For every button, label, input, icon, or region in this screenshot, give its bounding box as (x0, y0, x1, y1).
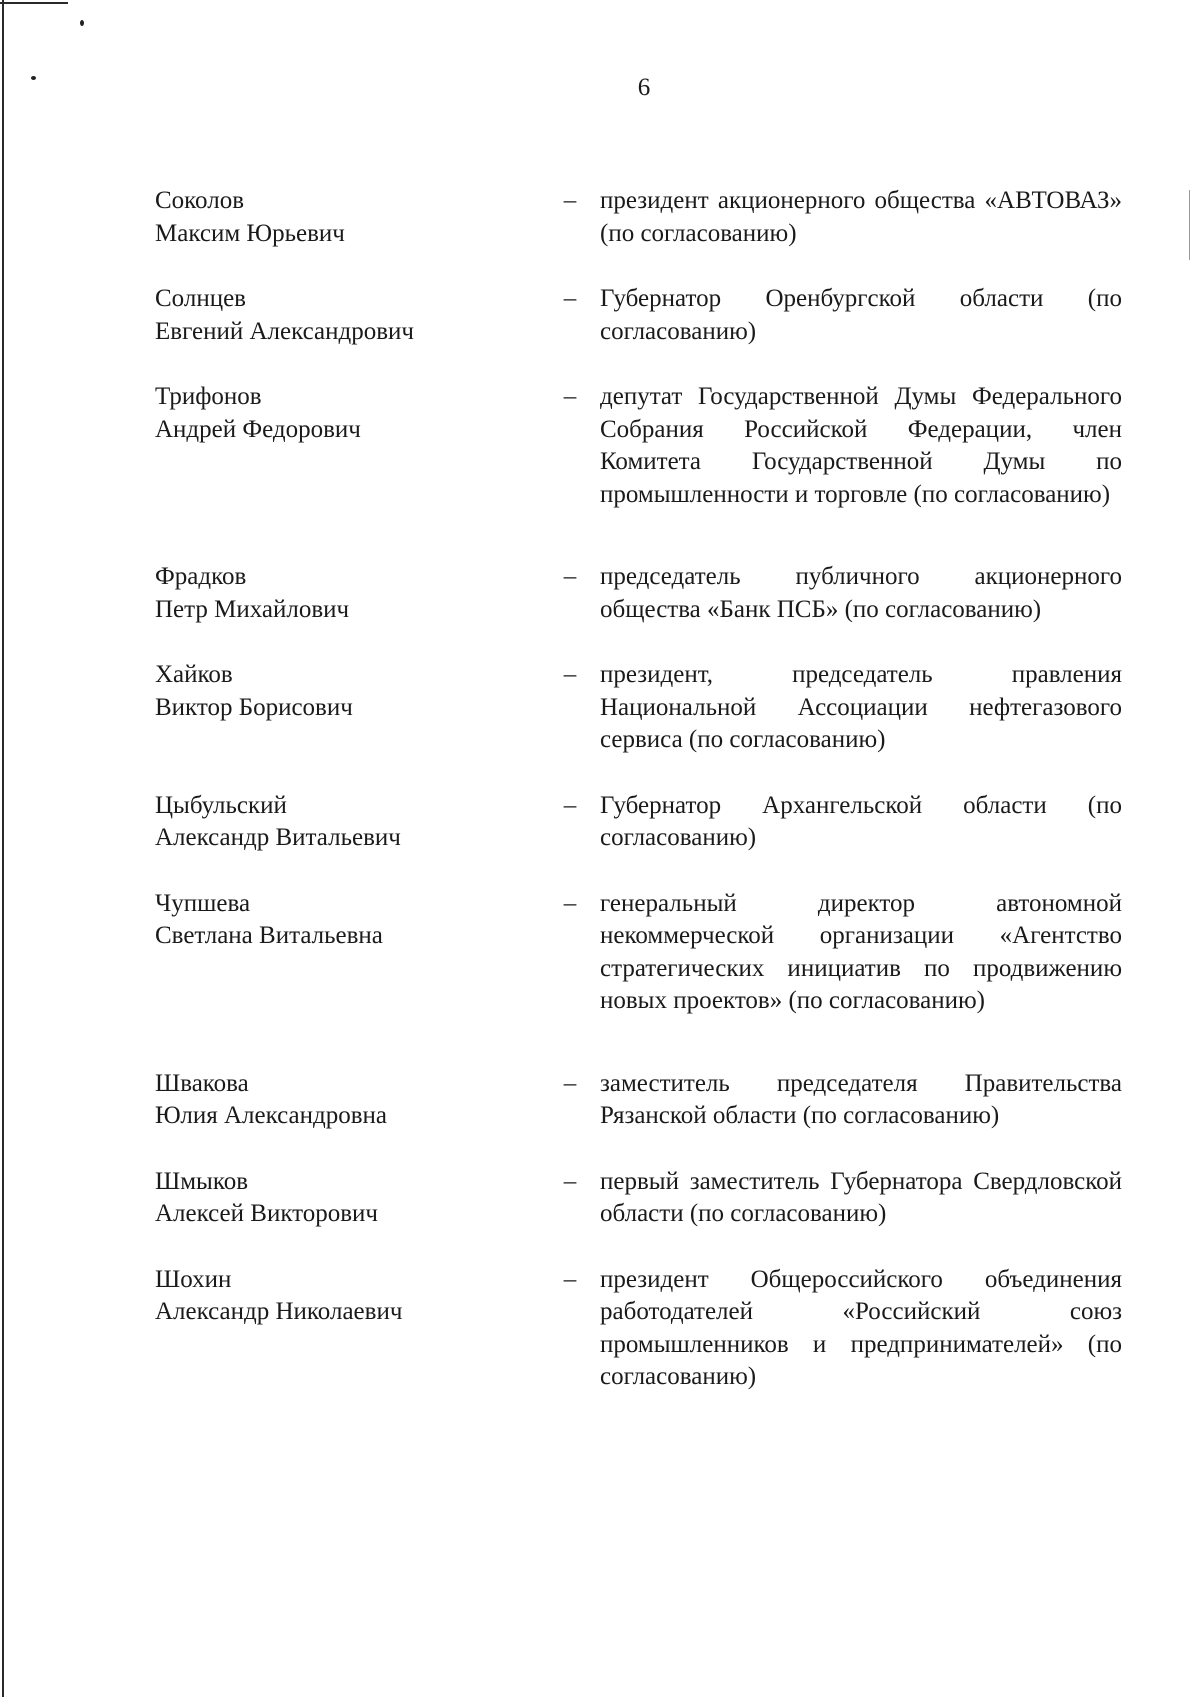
member-entry (155, 381, 1122, 511)
member-name (155, 1166, 540, 1231)
separator-dash: – (563, 791, 577, 819)
member-surname: Шохин (155, 1265, 232, 1293)
member-name (155, 381, 540, 446)
separator-dash: – (563, 661, 577, 688)
separator-dash: – (563, 889, 577, 917)
separator-dash: – (563, 1167, 577, 1195)
member-entry (155, 659, 1122, 757)
member-name (155, 1264, 540, 1329)
member-name (155, 561, 540, 626)
member-role: заместитель председателя Правительства Рязанской области (по согласованию) (600, 1069, 1122, 1129)
member-name (155, 790, 540, 855)
member-given-name: Максим Юрьевич (155, 219, 345, 247)
member-entry (155, 1264, 1122, 1394)
member-entry (155, 185, 1122, 250)
member-given-name: Андрей Федорович (155, 415, 361, 443)
member-entry (155, 888, 1122, 1018)
separator-dash: – (563, 1069, 577, 1097)
member-surname: Чупшева (155, 889, 251, 917)
member-surname: Шмыков (155, 1167, 249, 1195)
member-surname: Швакова (155, 1069, 249, 1097)
page-number: 6 (637, 74, 651, 101)
scan-edge-top (0, 2, 68, 4)
member-role: президент Общероссийского объединения работодателей «Российский союз промышленников и предпринимателей» (по согласованию) (600, 1265, 1122, 1390)
separator-dash: – (563, 1265, 577, 1293)
member-given-name: Светлана Витальевна (155, 922, 383, 949)
member-entry (155, 790, 1122, 855)
member-name (155, 1068, 540, 1133)
member-role: Губернатор Архангельской области (по согласованию) (600, 791, 1122, 851)
member-entry (155, 1166, 1122, 1231)
member-given-name: Юлия Александровна (155, 1102, 387, 1129)
separator-dash: – (563, 563, 577, 590)
member-surname: Соколов (155, 187, 245, 214)
member-given-name: Александр Витальевич (155, 824, 401, 851)
member-surname: Солнцев (155, 285, 246, 312)
scan-speck (80, 20, 84, 26)
member-given-name: Александр Николаевич (155, 1298, 403, 1325)
member-role: первый заместитель Губернатора Свердловской области (по согласованию) (600, 1167, 1122, 1227)
scan-edge-right (1189, 190, 1190, 260)
member-role: председатель публичного акционерного общества «Банк ПСБ» (по согласованию) (600, 563, 1122, 623)
member-surname: Трифонов (155, 383, 262, 410)
member-name (155, 888, 540, 953)
separator-dash: – (563, 285, 577, 312)
member-name (155, 185, 540, 250)
member-entry (155, 283, 1122, 348)
member-given-name: Алексей Викторович (155, 1200, 378, 1227)
member-role: президент, председатель правления Национальной Ассоциации нефтегазового сервиса (по согласованию) (600, 661, 1122, 753)
member-role: генеральный директор автономной некоммерческой организации «Агентство стратегических инициатив по продвижению новых проектов» (по согласованию) (600, 889, 1122, 1014)
scan-edge-left (2, 0, 4, 1697)
member-surname: Фрадков (155, 563, 247, 590)
member-entry (155, 1068, 1122, 1133)
separator-dash: – (563, 383, 577, 410)
member-given-name: Петр Михайлович (155, 595, 350, 623)
member-role: президент акционерного общества «АВТОВАЗ» (по согласованию) (600, 187, 1122, 247)
member-given-name: Евгений Александрович (155, 317, 414, 345)
member-given-name: Виктор Борисович (155, 693, 353, 721)
member-role: Губернатор Оренбургской области (по согласованию) (600, 285, 1122, 345)
member-role: депутат Государственной Думы Федерального Собрания Российской Федерации, член Комитета Государственной Думы по промышленности и торговле (по согласованию) (600, 383, 1122, 508)
member-name (155, 283, 540, 348)
member-surname: Цыбульский (155, 791, 287, 819)
member-list (155, 185, 1122, 1394)
separator-dash: – (563, 187, 577, 214)
member-name (155, 659, 540, 724)
member-surname: Хайков (155, 661, 233, 688)
member-entry (155, 561, 1122, 626)
